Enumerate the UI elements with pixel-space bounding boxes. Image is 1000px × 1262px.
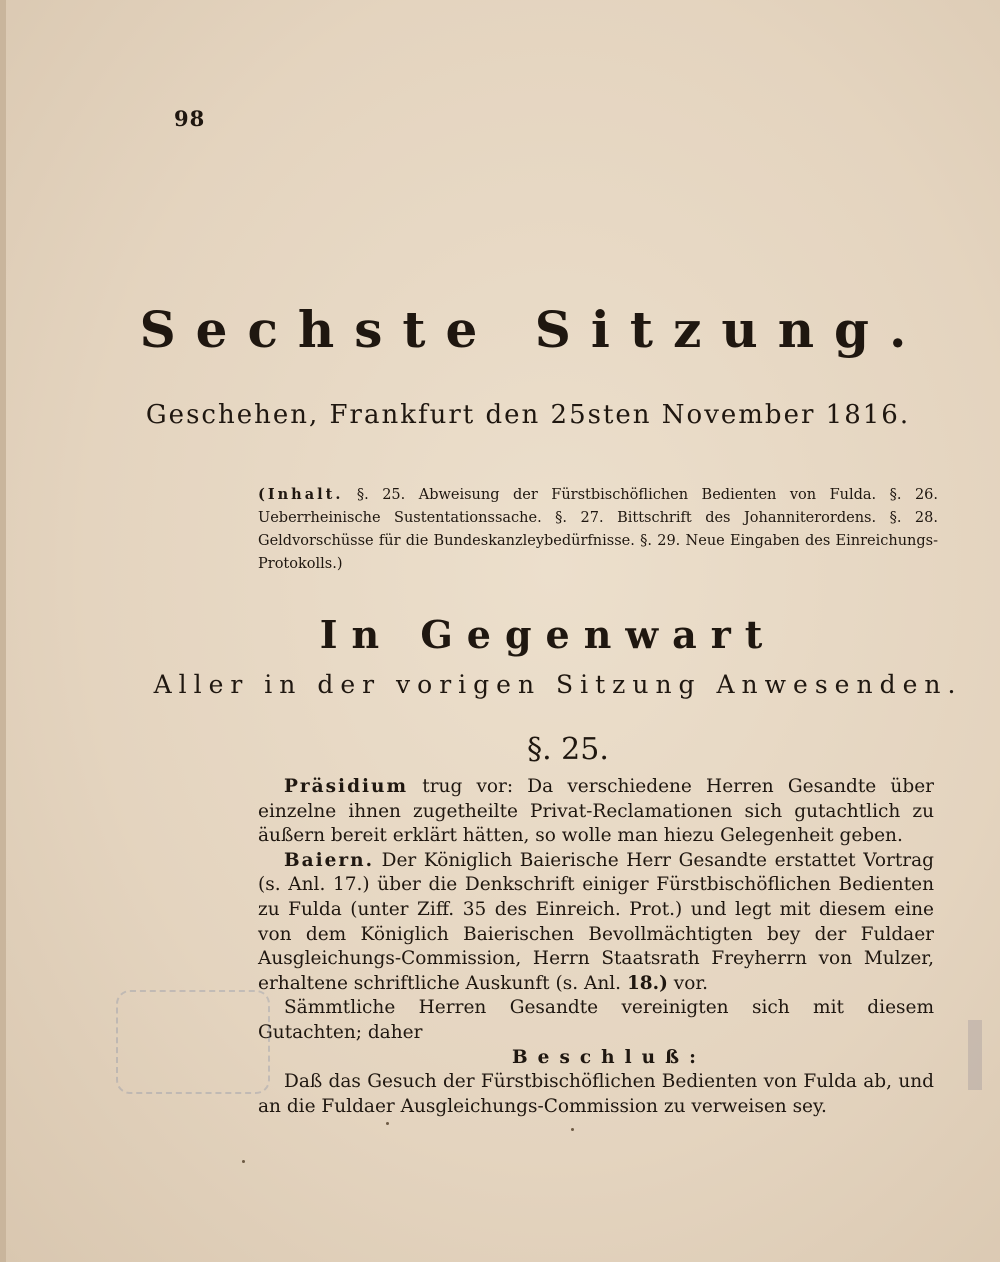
paragraph-text-baiern-b: vor. (667, 972, 709, 994)
paragraph-lead-baiern: Baiern. (284, 849, 375, 871)
faded-stamp (116, 990, 270, 1094)
paragraph-consensus: Sämmtliche Herren Gesandte vereinigten sich mit diesem Gutachten; daher (258, 997, 934, 1043)
paper-speck (571, 1128, 574, 1131)
contents-label: (Inhalt. (258, 486, 344, 503)
contents-text: §. 25. Abweisung der Fürstbischöflichen Bedienten von Fulda. §. 26. Ueberrheinische Sustentationssache. §. 27. Bittschrift des Johanniterordens. §. 28. Geldvorschüsse für die Bundeskanzleybedürfnisse. §. 29. Neue Eingaben des Einreichungs-Protokolls.) (258, 487, 939, 572)
paragraph-text-praesidium: trug vor: Da verschiedene Herren Gesandte über einzelne ihnen zugetheilte Privat-Reclamationen sich gutachtlich zu äußern bereit erklärt hätten, so wolle man hiezu Gelegenheit geben. (258, 776, 934, 847)
paragraph-text-baiern-a: Der Königlich Baierische Herr Gesandte erstattet Vortrag (s. Anl. 17.) über die Denkschrift einiger Fürstbischöflichen Bedienten zu Fulda (unter Ziff. 35 des Einreich. Prot.) und legt mit diesem eine von dem Königlich Baierischen Bevollmächtigten bey der Fuldaer Ausgleichungs-Commission, Herrn Staatsrath Freyherrn von Mulzer, erhaltene schriftliche Auskunft (s. Anl. (258, 849, 934, 994)
paragraph-lead-praesidium: Präsidium (284, 776, 409, 797)
paragraph-praesidium (258, 775, 934, 849)
annex-reference: 18.) (626, 972, 668, 994)
presence-line: Aller in der vorigen Sitzung Anwesenden. (153, 670, 963, 699)
section-body (258, 775, 934, 1119)
session-title: Sechste Sitzung. (139, 300, 927, 359)
paragraph-resolution: Daß das Gesuch der Fürstbischöflichen Bedienten von Fulda ab, und an die Fuldaer Ausgleichungs-Commission zu verweisen sey. (258, 1071, 934, 1117)
paper-speck (386, 1122, 389, 1125)
ink-bleed-mark (968, 1020, 982, 1090)
session-date-line: Geschehen, Frankfurt den 25sten November 1816. (145, 400, 911, 430)
table-of-contents (258, 483, 938, 576)
resolution-heading: Beschluß: (512, 1046, 706, 1068)
section-number: §. 25. (527, 732, 609, 767)
paper-speck (242, 1160, 245, 1163)
presence-heading: In Gegenwart (319, 612, 777, 657)
paragraph-baiern (258, 849, 934, 997)
page-number: 98 (174, 106, 206, 131)
